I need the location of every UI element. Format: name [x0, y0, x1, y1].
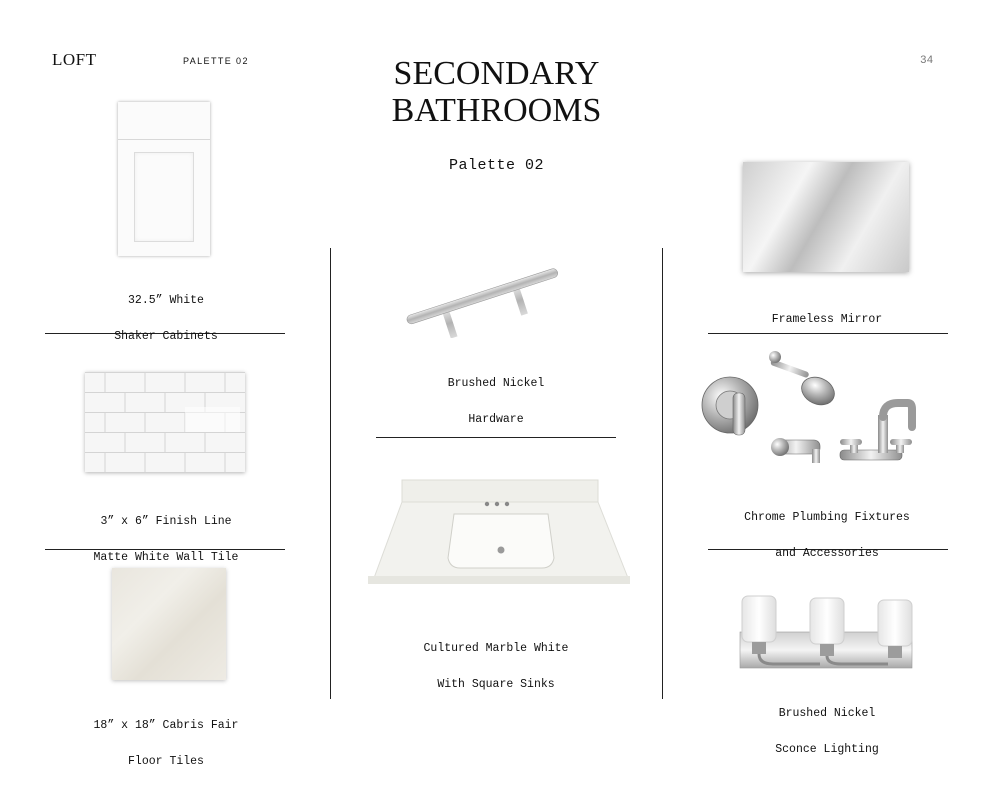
- plumbing-label-line-1: Chrome Plumbing Fixtures: [744, 511, 910, 524]
- plumbing-fixtures-image: [700, 345, 920, 485]
- lighting-label: [727, 687, 927, 777]
- title-line-2: BATHROOMS: [391, 92, 602, 129]
- plumbing-label: [727, 491, 927, 581]
- mirror-image: [743, 162, 909, 272]
- wall-tile-label-line-2: Matte White Wall Tile: [93, 551, 239, 564]
- cabinets-label-line-1: 32.5” White: [128, 294, 204, 307]
- hardware-label-line-2: Hardware: [468, 413, 524, 426]
- page-number: 34: [920, 55, 934, 67]
- hardware-label: [396, 357, 596, 447]
- vertical-divider-left: [330, 248, 331, 699]
- wall-tile-label-line-1: 3” x 6” Finish Line: [100, 515, 232, 528]
- hardware-label-line-1: Brushed Nickel: [447, 377, 545, 390]
- mirror-label-line-1: Frameless Mirror: [771, 313, 883, 326]
- sink-label-line-2: With Square Sinks: [437, 678, 555, 691]
- cabinets-label-line-2: Shaker Cabinets: [114, 330, 218, 343]
- brand-name: LOFT: [52, 50, 97, 69]
- floor-tile-label-line-1: 18” x 18” Cabris Fair: [93, 719, 239, 732]
- vanity-sink-image: [366, 478, 632, 586]
- drawer-pull-image: [402, 258, 568, 338]
- plumbing-label-line-2: and Accessories: [775, 547, 879, 560]
- sink-label-line-1: Cultured Marble White: [423, 642, 569, 655]
- floor-tile-label-line-2: Floor Tiles: [128, 755, 204, 768]
- floor-tile-label: [66, 699, 266, 789]
- cabinet-image: [118, 102, 210, 256]
- page-subtitle: Palette 02: [448, 157, 544, 174]
- sink-label: [396, 622, 596, 712]
- lighting-label-line-1: Brushed Nickel: [778, 707, 876, 720]
- mirror-label: [727, 293, 927, 347]
- floor-tile-image: [112, 568, 226, 680]
- subway-tile-image: [85, 372, 245, 472]
- title-line-1: SECONDARY: [393, 55, 600, 92]
- cabinets-label: [66, 274, 266, 364]
- vertical-divider-right: [662, 248, 663, 699]
- page-title: [340, 55, 653, 129]
- vanity-light-image: [738, 594, 918, 672]
- lighting-label-line-2: Sconce Lighting: [775, 743, 879, 756]
- palette-tag: PALETTE 02: [183, 56, 249, 66]
